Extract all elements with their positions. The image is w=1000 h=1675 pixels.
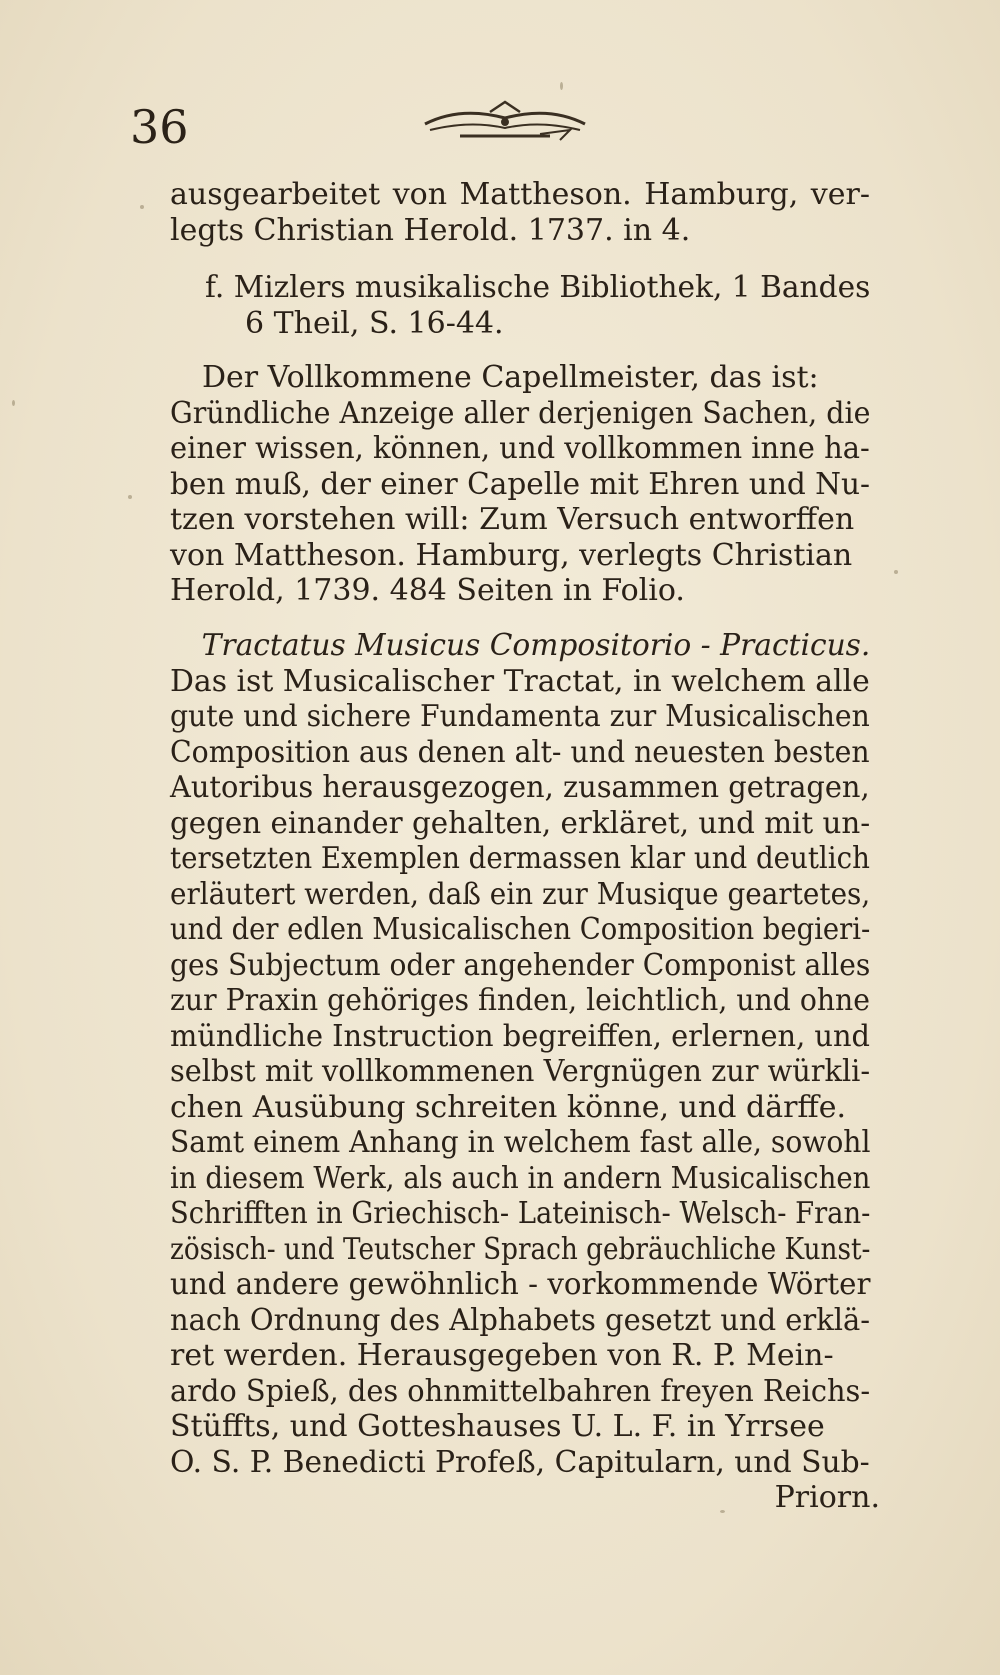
text-line: zösisch- und Teutscher Sprach gebräuchliche Kunst- [170,1231,871,1267]
text-line: Autoribus herausgezogen, zusammen getragen, [170,770,870,805]
paper-speck [128,495,132,499]
text-line: tersetzten Exemplen dermassen klar und deutlich [170,841,870,876]
paper-speck [720,1510,725,1513]
header-ornament [420,100,590,144]
entry-tractatus-musicus [170,628,870,1480]
text-line: nach Ordnung des Alphabets gesetzt und erklä- [170,1302,871,1338]
text-line: f. Mizlers musikalische Bibliothek, 1 Bandes [205,270,871,305]
text-line: gegen einander gehalten, erkläret, und mit un- [170,805,871,841]
text-line: und andere gewöhnlich - vorkommende Wörter [170,1267,871,1302]
text-line: einer wissen, können, und vollkommen inne ha- [170,431,870,466]
continuation-text [170,177,870,248]
bibliography-note [205,270,870,341]
text-line: in diesem Werk, als auch in andern Musicalischen [170,1160,871,1196]
text-line: Schrifften in Griechisch- Lateinisch- Welsch- Fran- [170,1196,871,1231]
text-line: Gründliche Anzeige aller derjenigen Sachen, die [170,395,871,431]
text-line: ardo Spieß, des ohnmittelbahren freyen Reichs- [170,1373,871,1409]
paper-speck [140,205,144,209]
text-line: O. S. P. Benedicti Profeß, Capitularn, und Sub- [170,1444,870,1480]
catchword-text: Priorn. [774,1480,880,1515]
text-line: tzen vorstehen will: Zum Versuch entworffen [170,502,855,537]
text-line: von Mattheson. Hamburg, verlegts Christian [170,537,853,573]
text-line: Composition aus denen alt- und neuesten besten [170,734,870,770]
text-line: ausgearbeitet von Mattheson. Hamburg, ver- [170,177,870,212]
text-line: Stüffts, und Gotteshauses U. L. F. in Yrrsee [170,1409,825,1444]
text-line: gute und sichere Fundamenta zur Musicalischen [170,699,870,734]
text-line: Samt einem Anhang in welchem fast alle, sowohl [170,1125,871,1160]
text-line: Herold, 1739. 484 Seiten in Folio. [170,573,685,608]
text-line: mündliche Instruction begreiffen, erlernen, und [170,1018,870,1054]
entry-title: Tractatus Musicus Compositorio - Practicus. [201,628,871,663]
text-line: ges Subjectum oder angehender Componist alles [170,947,871,983]
paper-speck [560,82,563,90]
text-line: erläutert werden, daß ein zur Musique geartetes, [170,876,871,912]
paper-speck [894,570,898,574]
text-line: chen Ausübung schreiten könne, und därffe. [170,1089,847,1125]
text-line: und der edlen Musicalischen Composition begieri- [170,912,871,947]
text-line: selbst mit vollkommenen Vergnügen zur würkli- [170,1054,871,1089]
paper-speck [12,400,15,406]
catchword [760,1480,880,1516]
entry-vollkommene-capellmeister [170,360,870,609]
text-line: ben muß, der einer Capelle mit Ehren und Nu- [170,466,871,502]
text-line: Das ist Musicalischer Tractat, in welchem alle [170,663,870,699]
text-line: Der Vollkommene Capellmeister, das ist: [202,360,819,395]
text-line: 6 Theil, S. 16-44. [245,305,504,341]
text-line: zur Praxin gehöriges finden, leichtlich, und ohne [170,983,870,1018]
page-number: 36 [130,100,189,154]
text-line: legts Christian Herold. 1737. in 4. [170,212,691,248]
text-line: ret werden. Herausgegeben von R. P. Mein- [170,1338,834,1373]
